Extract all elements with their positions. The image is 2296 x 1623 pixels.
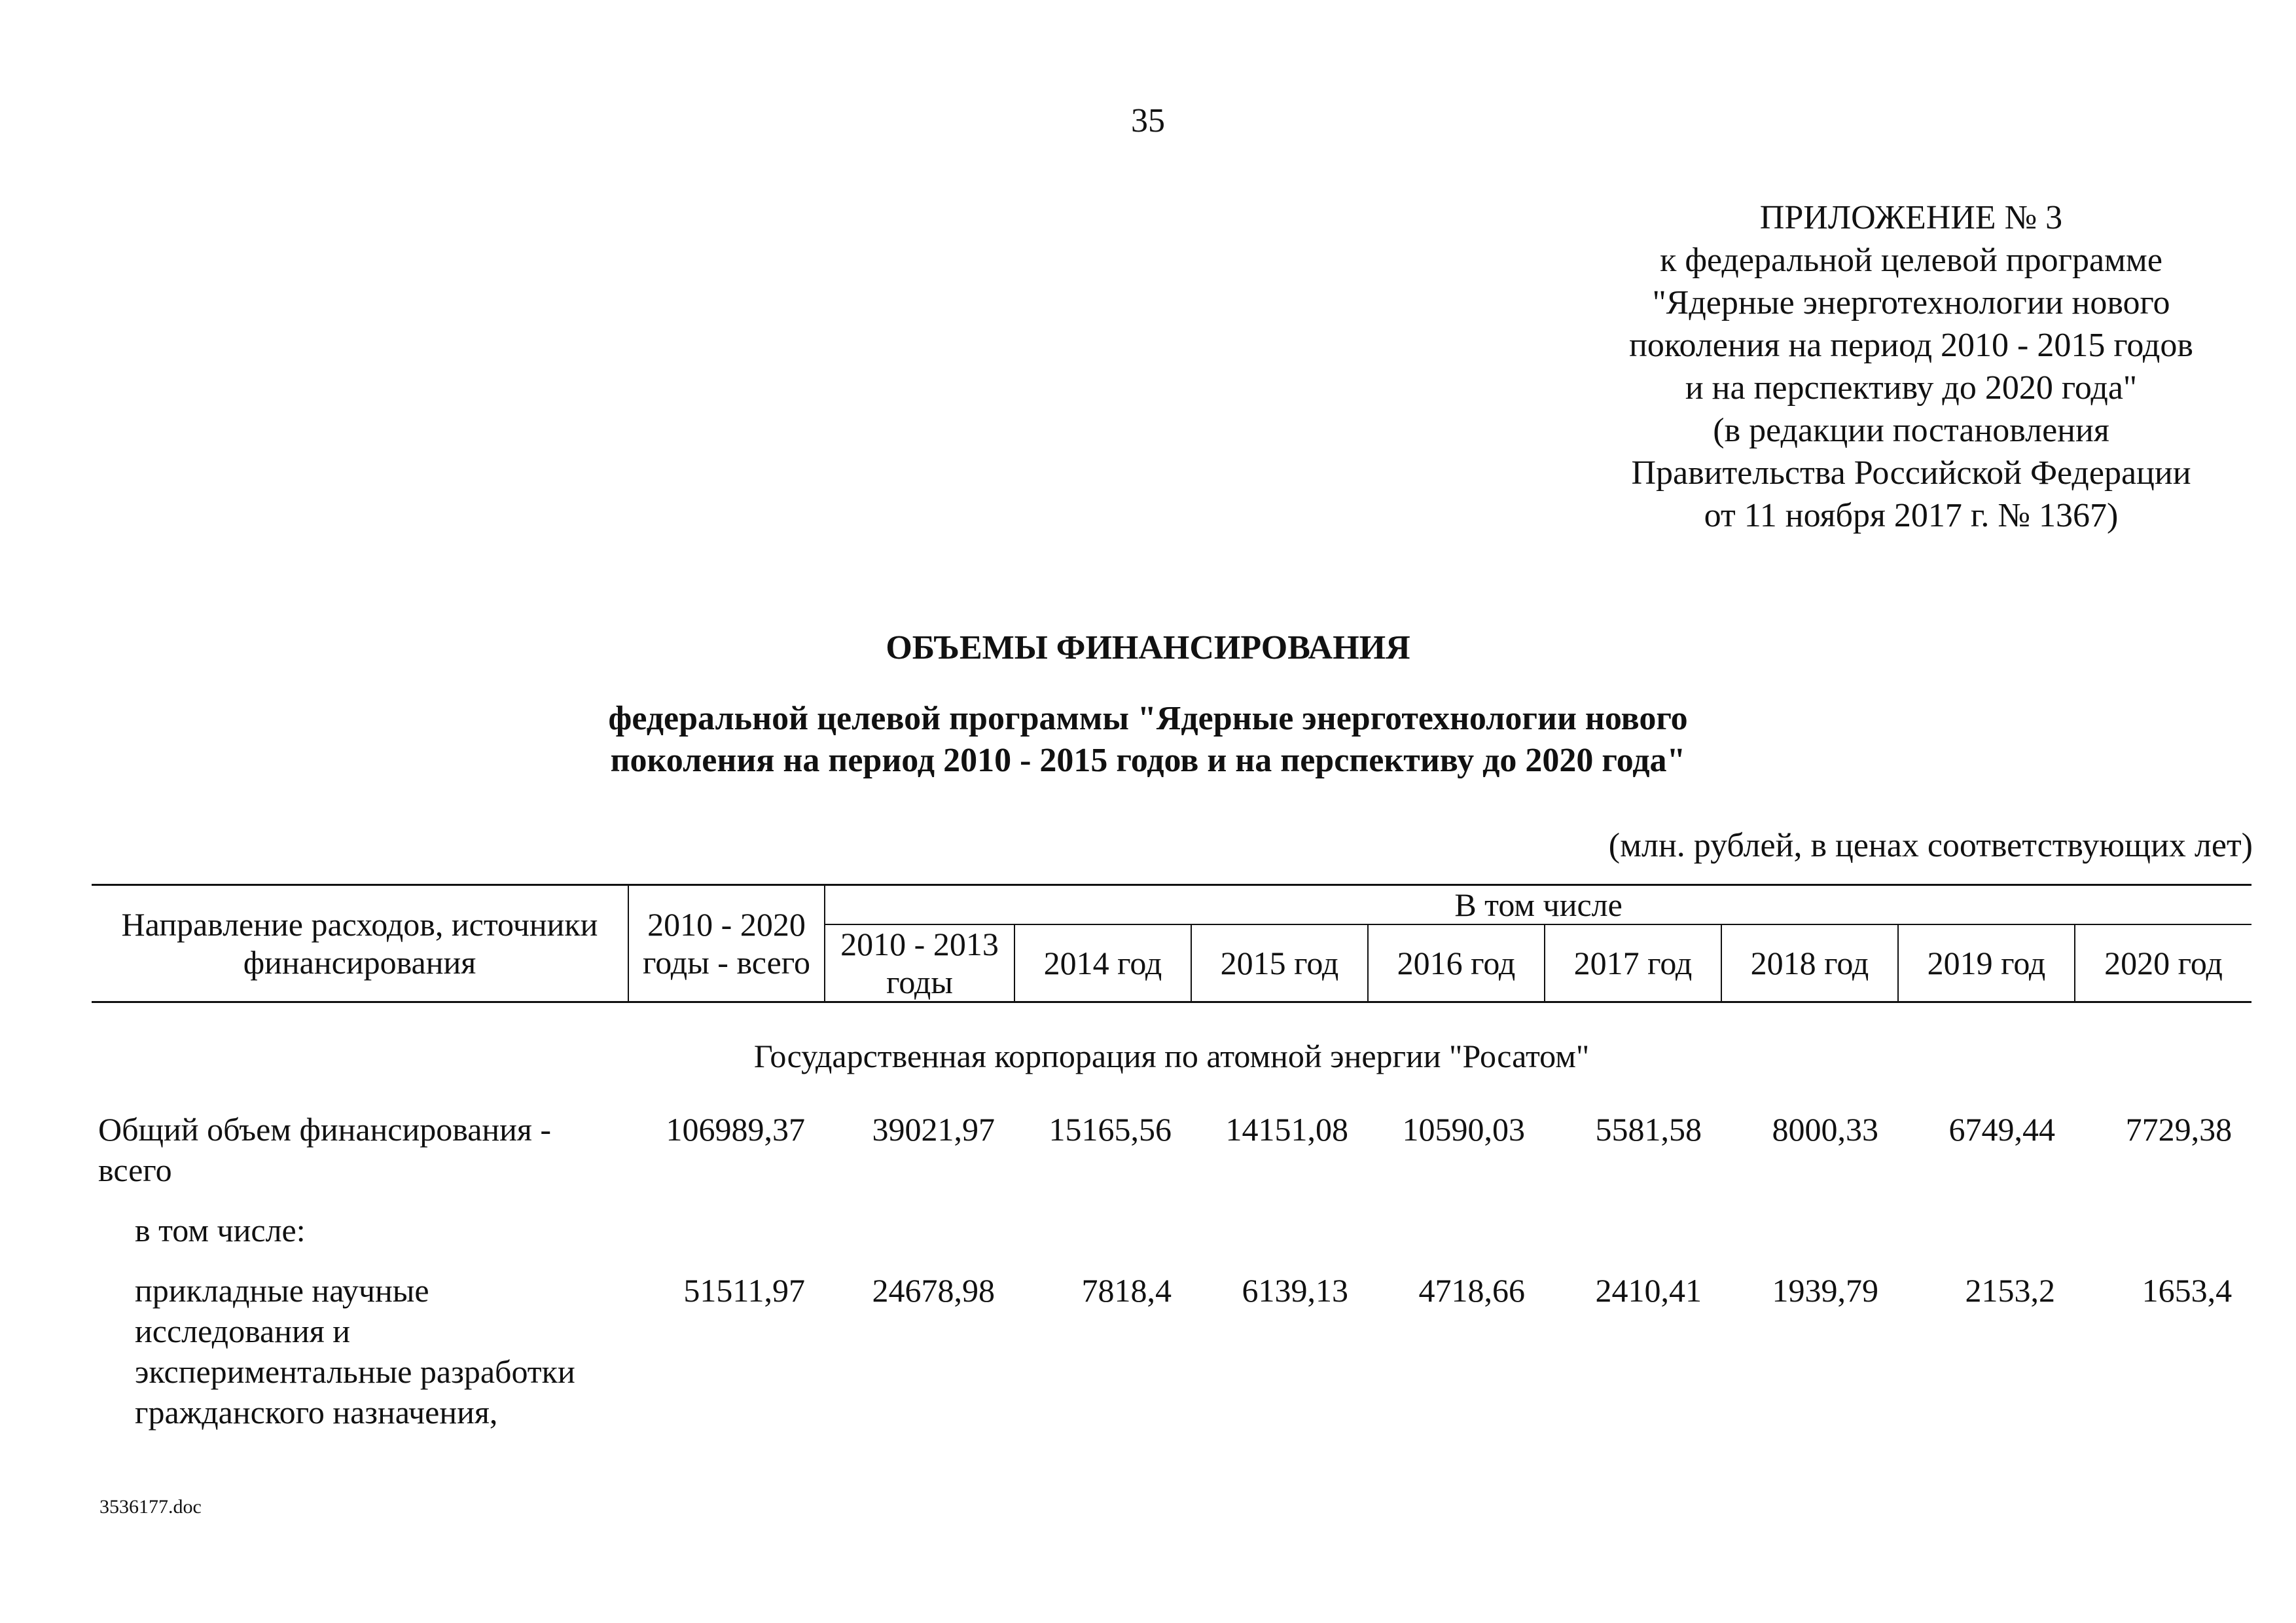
cell-value: 1939,79 (1772, 1272, 1878, 1309)
document-title: ОБЪЕМЫ ФИНАНСИРОВАНИЯ (886, 629, 1410, 666)
subtitle-line-1: федеральной целевой программы "Ядерные энерготехнологии нового (608, 700, 1688, 737)
appendix-line: от 11 ноября 2017 г. № 1367) (1704, 497, 2119, 534)
appendix-line: "Ядерные энерготехнологии нового (1652, 284, 2170, 321)
header-including: В том числе (825, 885, 2251, 925)
appendix-line: (в редакции постановления (1713, 412, 2109, 449)
header-total: 2010 - 2020 годы - всего (628, 885, 825, 1002)
header-year: 2015 год (1191, 924, 1368, 1002)
cell-value: 7729,38 (2125, 1111, 2233, 1148)
appendix-line: поколения на период 2010 - 2015 годов (1629, 327, 2193, 364)
document-subtitle (0, 698, 2296, 782)
table-row (92, 1190, 2251, 1250)
appendix-line: и на перспективу до 2020 года" (1685, 369, 2138, 407)
cell-value: 8000,33 (1772, 1111, 1878, 1148)
table-row (92, 1002, 2251, 1090)
footer-filename: 3536177.doc (99, 1496, 202, 1518)
header-year: 2020 год (2075, 924, 2251, 1002)
header-direction: Направление расходов, источники финансирования (92, 885, 628, 1002)
cell-value: 7818,4 (1081, 1272, 1172, 1309)
appendix-line: к федеральной целевой программе (1660, 242, 2162, 279)
cell-value: 2410,41 (1595, 1272, 1702, 1309)
table-row (92, 1250, 2251, 1432)
cell-value: 14151,08 (1225, 1111, 1348, 1148)
cell-value: 10590,03 (1402, 1111, 1525, 1148)
page-number: 35 (1131, 102, 1165, 139)
section-heading: Государственная корпорация по атомной энергии "Росатом" (753, 1038, 1590, 1074)
appendix-line: ПРИЛОЖЕНИЕ № 3 (1759, 199, 2063, 236)
header-year: 2014 год (1014, 924, 1191, 1002)
cell-value: 1653,4 (2142, 1272, 2233, 1309)
appendix-line: Правительства Российской Федерации (1631, 454, 2191, 492)
table-row (92, 1089, 2251, 1190)
units-note: (млн. рублей, в ценах соответствующих лет) (1608, 827, 2253, 864)
cell-value: 106989,37 (666, 1111, 805, 1148)
row-label: прикладные научные исследования и экспериментальные разработки гражданского назначения, (135, 1272, 575, 1431)
cell-value: 4718,66 (1418, 1272, 1525, 1309)
cell-value: 39021,97 (872, 1111, 995, 1148)
financing-table (92, 884, 2251, 1432)
cell-value: 6139,13 (1242, 1272, 1348, 1309)
header-year: 2017 год (1545, 924, 1721, 1002)
header-year: 2018 год (1721, 924, 1898, 1002)
header-year: 2019 год (1898, 924, 2075, 1002)
cell-value: 24678,98 (872, 1272, 995, 1309)
cell-value: 6749,44 (1948, 1111, 2055, 1148)
subtitle-line-2: поколения на период 2010 - 2015 годов и на перспективу до 2020 года" (610, 742, 1686, 779)
appendix-block (1558, 196, 2265, 537)
including-label: в том числе: (135, 1212, 306, 1249)
cell-value: 51511,97 (683, 1272, 805, 1309)
header-year: 2010 - 2013 годы (825, 924, 1014, 1002)
row-label: Общий объем финансирования - всего (98, 1111, 552, 1188)
cell-value: 5581,58 (1595, 1111, 1702, 1148)
cell-value: 15165,56 (1049, 1111, 1172, 1148)
header-year: 2016 год (1368, 924, 1545, 1002)
cell-value: 2153,2 (1965, 1272, 2055, 1309)
